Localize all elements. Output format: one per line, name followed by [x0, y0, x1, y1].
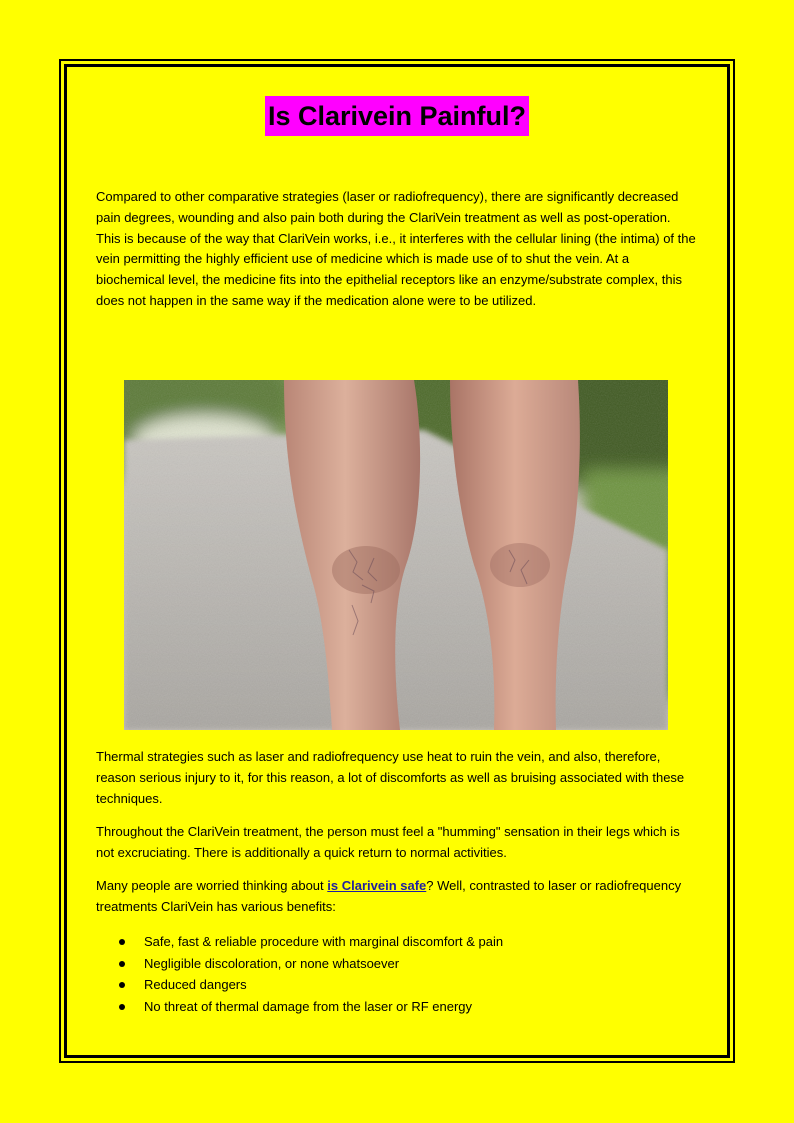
bullet-icon	[119, 1004, 125, 1010]
page-title: Is Clarivein Painful?	[265, 96, 529, 136]
list-item	[96, 931, 698, 953]
list-item	[96, 974, 698, 996]
is-clarivein-safe-link[interactable]: is Clarivein safe	[327, 878, 427, 893]
benefits-list	[96, 931, 698, 1017]
thermal-paragraph: Thermal strategies such as laser and radiofrequency use heat to ruin the vein, and also, therefore, reason serious injury to it, for this reason, a lot of discomforts as well as bruising associated with these techniques.	[96, 749, 685, 806]
humming-paragraph: Throughout the ClariVein treatment, the person must feel a "humming" sensation in their legs which is not excruciating. There is additionally a quick return to normal activities.	[96, 824, 680, 860]
safety-question-paragraph	[96, 876, 698, 918]
benefit-text: No threat of thermal damage from the laser or RF energy	[144, 998, 473, 1014]
legs-photo	[124, 380, 668, 730]
intro-paragraph: Compared to other comparative strategies (laser or radiofrequency), there are significantly decreased pain degrees, wounding and also pain both during the ClariVein treatment as well as post-operation. This is because of the way that ClariVein works, i.e., it interferes with the cellular lining (the intima) of the vein permitting the highly efficient use of medicine which is made use of to shut the vein. At a biochemical level, the medicine fits into the epithelial receptors like an enzyme/substrate complex, this does not happen in the same way if the medication alone were to be utilized.	[96, 189, 696, 308]
benefit-text: Safe, fast & reliable procedure with marginal discomfort & pain	[144, 934, 504, 949]
list-item	[96, 996, 698, 1018]
safety-text-after: ? Well, contrasted to laser or radiofrequency treatments ClariVein has various benefits:	[96, 878, 682, 914]
title-container	[0, 96, 794, 136]
bullet-icon	[119, 939, 125, 945]
safety-text-before: Many people are worried thinking about	[96, 878, 328, 893]
bullet-icon	[119, 961, 125, 967]
bullet-icon	[119, 982, 125, 988]
benefit-text: Reduced dangers	[144, 977, 247, 992]
benefit-text: Negligible discoloration, or none whatsoever	[144, 955, 400, 971]
list-item	[96, 953, 698, 975]
